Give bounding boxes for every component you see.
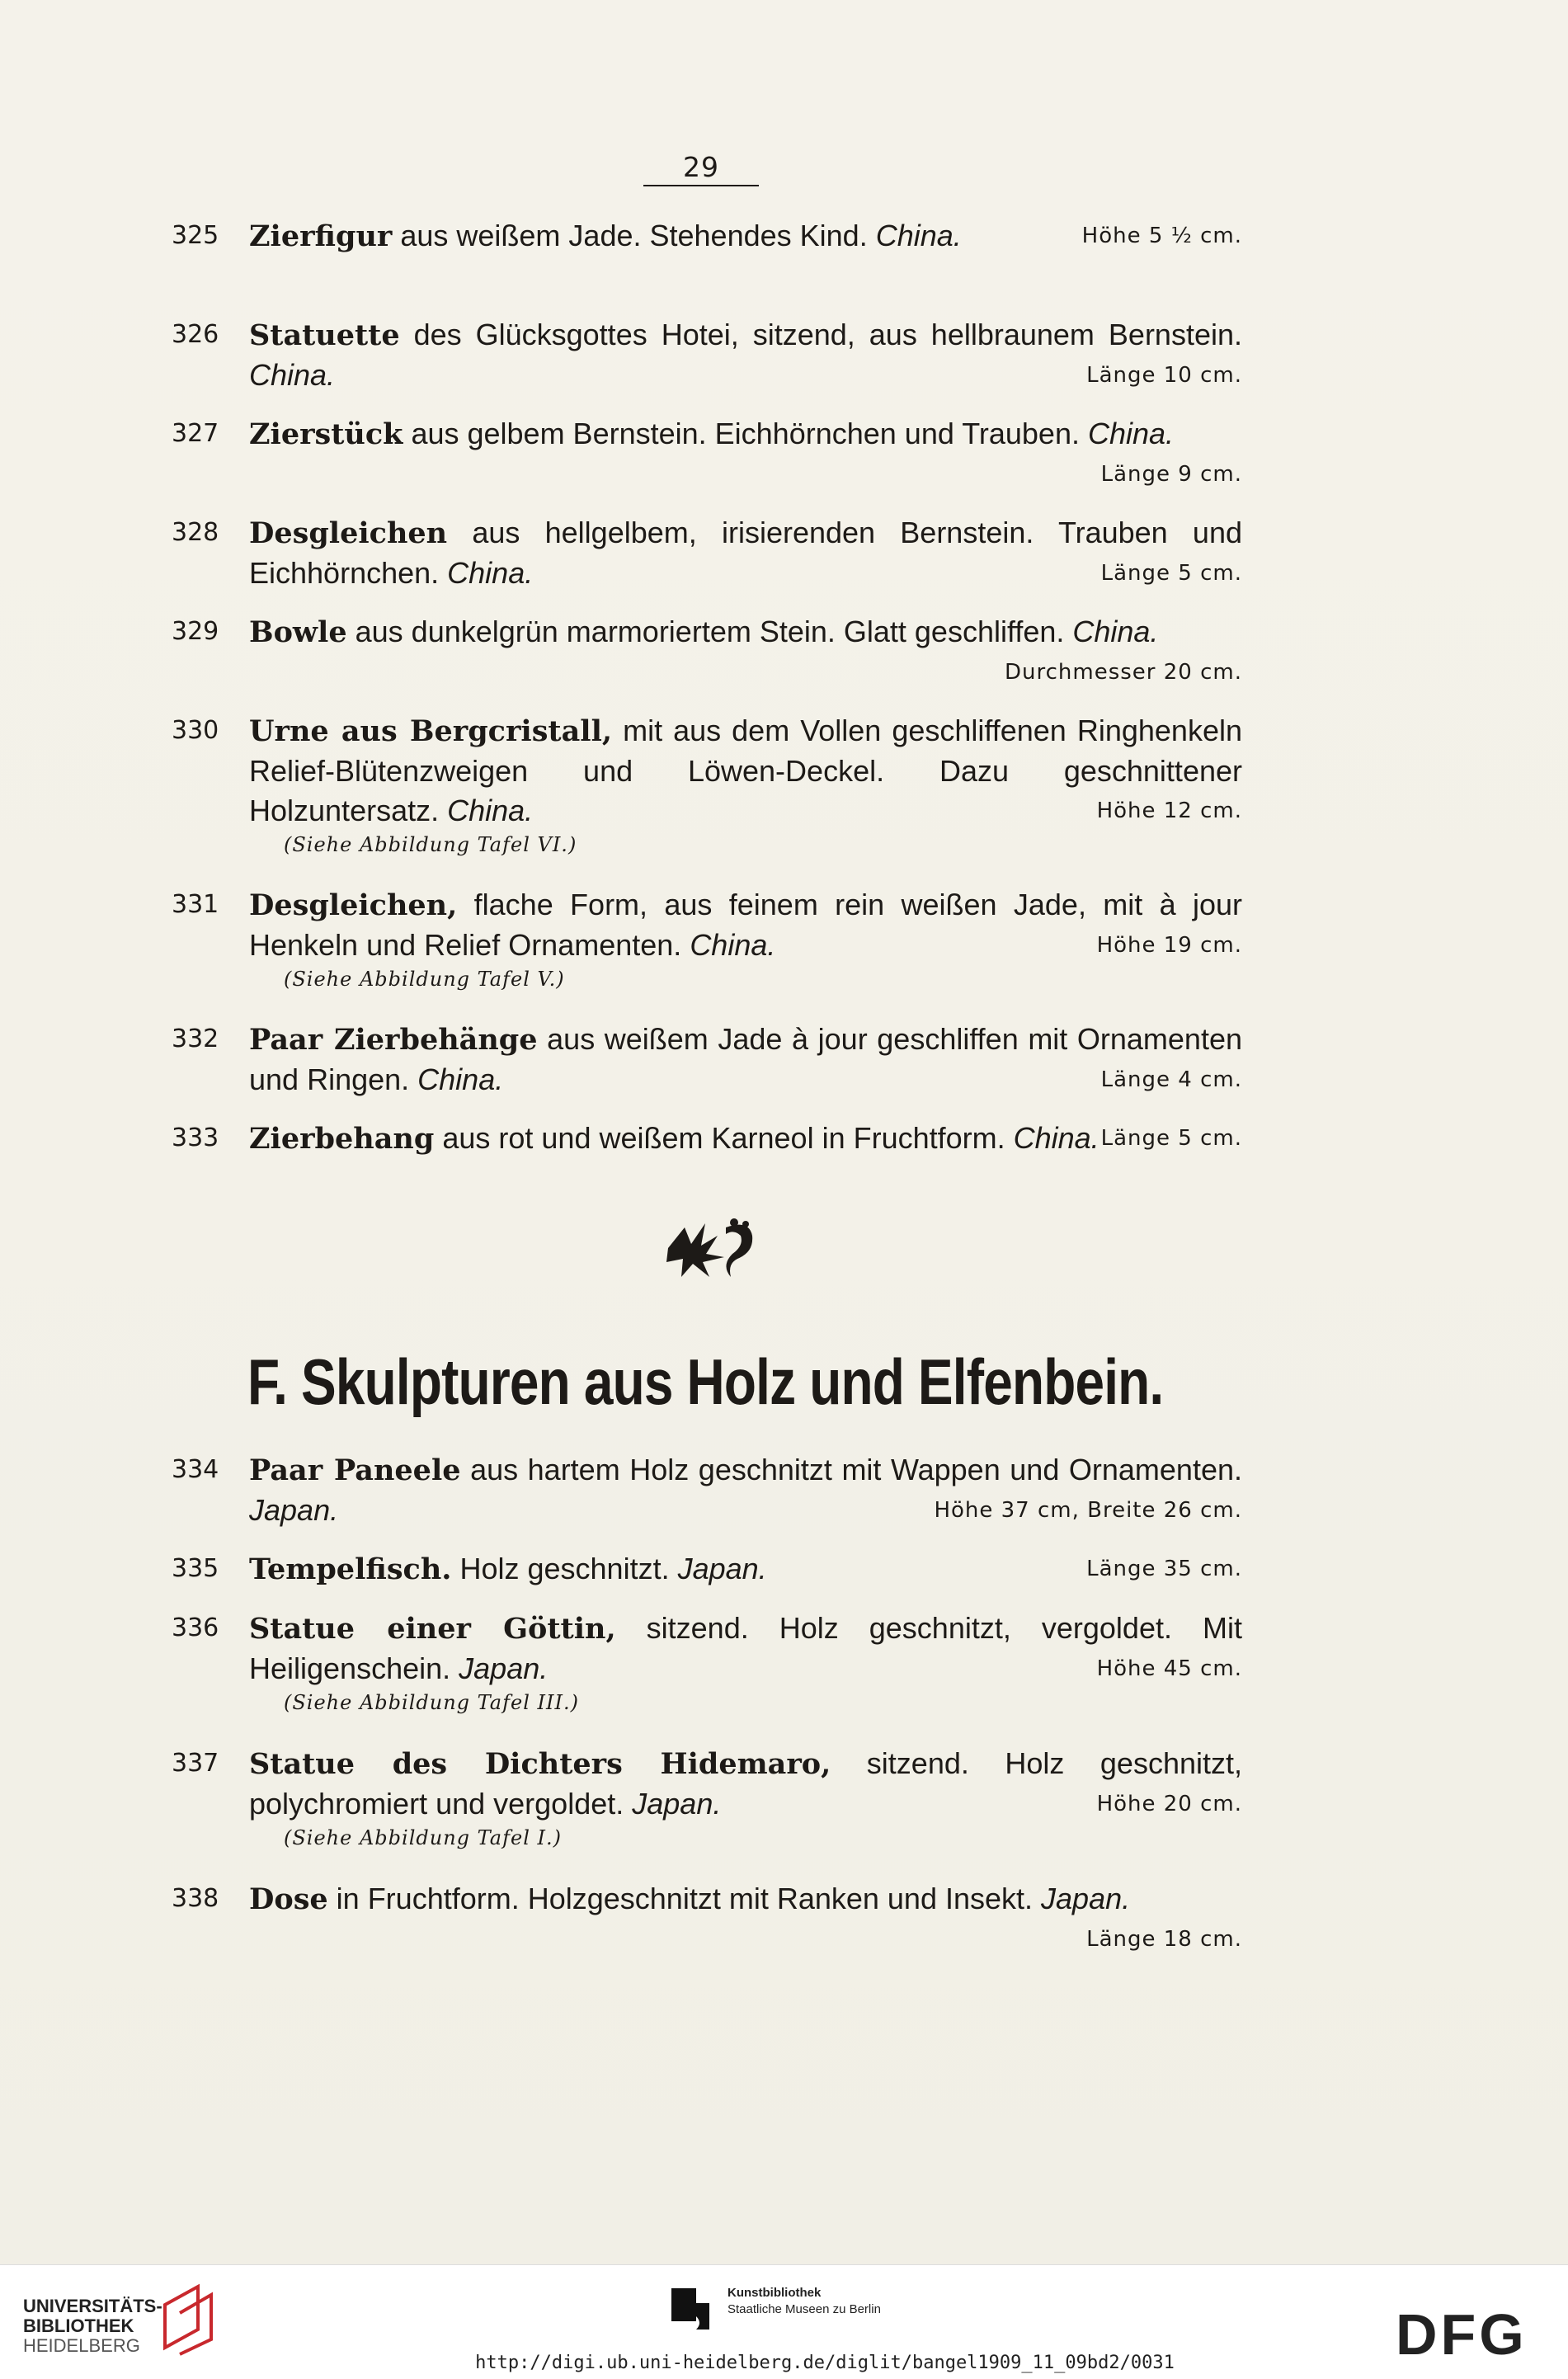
entry-title: Statue des Dichters Hidemaro, [249,1747,831,1781]
ub-heidelberg-logo-icon[interactable] [157,2280,221,2356]
entry-body [249,612,1242,692]
entry-description: aus gelbem Bernstein. Eichhörnchen und Trauben. [403,417,1088,450]
entry-origin: China. [417,1062,504,1096]
entry-title: Zierstück [249,417,403,451]
entry-number: 328 [172,518,219,547]
entry-measurement: Höhe 37 cm, Breite 26 cm. [934,1498,1242,1523]
entry-description: Holz geschnitzt. [451,1552,678,1585]
entry-origin: Japan. [459,1651,549,1685]
entry-body [249,1119,1242,1159]
entry-origin: China. [875,219,962,252]
entry-number: 331 [172,890,219,919]
entry-measurement: Länge 4 cm. [1100,1067,1242,1092]
entry-origin: Japan. [1041,1882,1131,1915]
entry-description: sitzend. Holz geschnitzt, polychromiert und vergoldet. [249,1746,1242,1821]
entry-title: Desgleichen, [249,888,458,922]
entry-body [249,216,1242,257]
entry-measurement: Länge 35 cm. [1086,1557,1242,1581]
entry-plate-reference: (Siehe Abbildung Tafel VI.) [284,833,577,856]
entry-body [249,414,1242,494]
entry-origin: China. [447,794,534,827]
entry-number: 325 [172,221,219,250]
entry-body [249,1020,1242,1100]
entry-description: sitzend. Holz geschnitzt, vergoldet. Mit Heiligenschein. [249,1611,1242,1685]
entry-number: 336 [172,1613,219,1642]
entry-plate-reference: (Siehe Abbildung Tafel III.) [284,1691,579,1714]
entry-description: mit aus dem Vollen geschliffenen Ringhenkeln Relief-Blütenzweigen und Löwen-Deckel. Dazu geschnittener Holzuntersatz. [249,714,1242,827]
entry-body [249,1879,1242,1959]
entry-title: Statue einer Göttin, [249,1612,616,1646]
entry-measurement: Höhe 45 cm. [1096,1656,1242,1681]
floral-ornament-icon [652,1211,767,1285]
entry-title: Dose [249,1882,328,1916]
entry-number: 334 [172,1455,219,1484]
entry-description: aus weißem Jade à jour geschliffen mit Ornamenten und Ringen. [249,1022,1243,1096]
section-heading: F. Skulpturen aus Holz und Elfenbein. [247,1345,1164,1418]
entry-origin: China. [249,358,336,392]
entry-origin: Japan. [249,1493,339,1527]
entry-measurement: Höhe 12 cm. [1096,798,1242,823]
entry-title: Zierbehang [249,1122,435,1156]
entry-number: 330 [172,716,219,745]
entry-measurement: Höhe 19 cm. [1096,933,1242,958]
entry-number: 337 [172,1749,219,1778]
ub-line3: HEIDELBERG [23,2335,140,2356]
entry-origin: China. [1072,615,1159,648]
entry-measurement: Höhe 20 cm. [1096,1792,1242,1816]
entry-number: 335 [172,1554,219,1583]
entry-title: Statuette [249,318,400,352]
entry-number: 333 [172,1124,219,1152]
ub-heidelberg-wordmark[interactable] [23,2297,162,2356]
entry-description: aus hartem Holz geschnitzt mit Wappen und Ornamenten. [460,1453,1242,1486]
entry-description: in Fruchtform. Holzgeschnitzt mit Ranken und Insekt. [327,1882,1042,1915]
kunstbibliothek-logo-icon[interactable] [666,2283,716,2334]
entry-plate-reference: (Siehe Abbildung Tafel I.) [284,1826,562,1849]
entry-body [249,1609,1242,1717]
entry-title: Desgleichen [249,516,448,550]
permalink-url[interactable]: http://digi.ub.uni-heidelberg.de/diglit/bangel1909_11_09bd2/0031 [475,2353,1175,2373]
entry-body [249,315,1242,395]
kunstbibliothek-text [727,2285,881,2318]
entry-body [249,1549,1242,1590]
entry-origin: Japan. [677,1552,767,1585]
entry-number: 326 [172,320,219,349]
entry-body [249,885,1242,993]
entry-origin: China. [1013,1121,1099,1155]
entry-origin: Japan. [632,1787,722,1821]
entry-title: Paar Paneele [249,1453,461,1487]
entry-measurement: Höhe 5 ½ cm. [1081,224,1242,248]
entry-measurement: Länge 9 cm. [1100,462,1242,487]
entry-description: aus rot und weißem Karneol in Fruchtform. [434,1121,1014,1155]
entry-description: aus dunkelgrün marmoriertem Stein. Glatt geschliffen. [346,615,1073,648]
entry-description: aus weißem Jade. Stehendes Kind. [392,219,876,252]
entry-title: Bowle [249,615,347,649]
entry-measurement: Länge 5 cm. [1100,561,1242,586]
ub-line1: UNIVERSITÄTS- [23,2296,162,2316]
dfg-logo[interactable]: DFG [1396,2302,1528,2367]
entry-number: 338 [172,1884,219,1913]
entry-description: flache Form, aus feinem rein weißen Jade, mit à jour Henkeln und Relief Ornamenten. [249,888,1242,962]
entry-body [249,513,1242,593]
entry-title: Tempelfisch. [249,1552,452,1586]
footer [0,2264,1568,2379]
entry-number: 332 [172,1025,219,1053]
entry-description: des Glücksgottes Hotei, sitzend, aus hellbraunem Bernstein. [399,318,1242,351]
entry-body [249,711,1242,859]
entry-body [249,1450,1242,1530]
entry-origin: China. [1087,417,1175,450]
entry-measurement: Länge 5 cm. [1100,1126,1242,1151]
entry-measurement: Durchmesser 20 cm. [1005,660,1242,685]
entry-description: aus hellgelbem, irisierenden Bernstein. Trauben und Eichhörnchen. [249,516,1242,590]
kb-line1: Kunstbibliothek [727,2286,822,2300]
entry-body [249,1744,1242,1852]
entry-number: 329 [172,617,219,646]
kb-line2: Staatliche Museen zu Berlin [727,2302,881,2316]
entry-origin: China. [690,928,776,962]
entry-plate-reference: (Siehe Abbildung Tafel V.) [284,968,565,991]
ub-line2: BIBLIOTHEK [23,2315,134,2336]
entry-title: Zierfigur [249,219,393,253]
entry-measurement: Länge 10 cm. [1086,363,1242,388]
entry-origin: China. [447,556,534,590]
entry-title: Paar Zierbehänge [249,1023,538,1057]
entry-measurement: Länge 18 cm. [1086,1927,1242,1952]
entry-number: 327 [172,419,219,448]
page-number: 29 [643,151,759,186]
entry-title: Urne aus Bergcristall, [249,714,613,748]
